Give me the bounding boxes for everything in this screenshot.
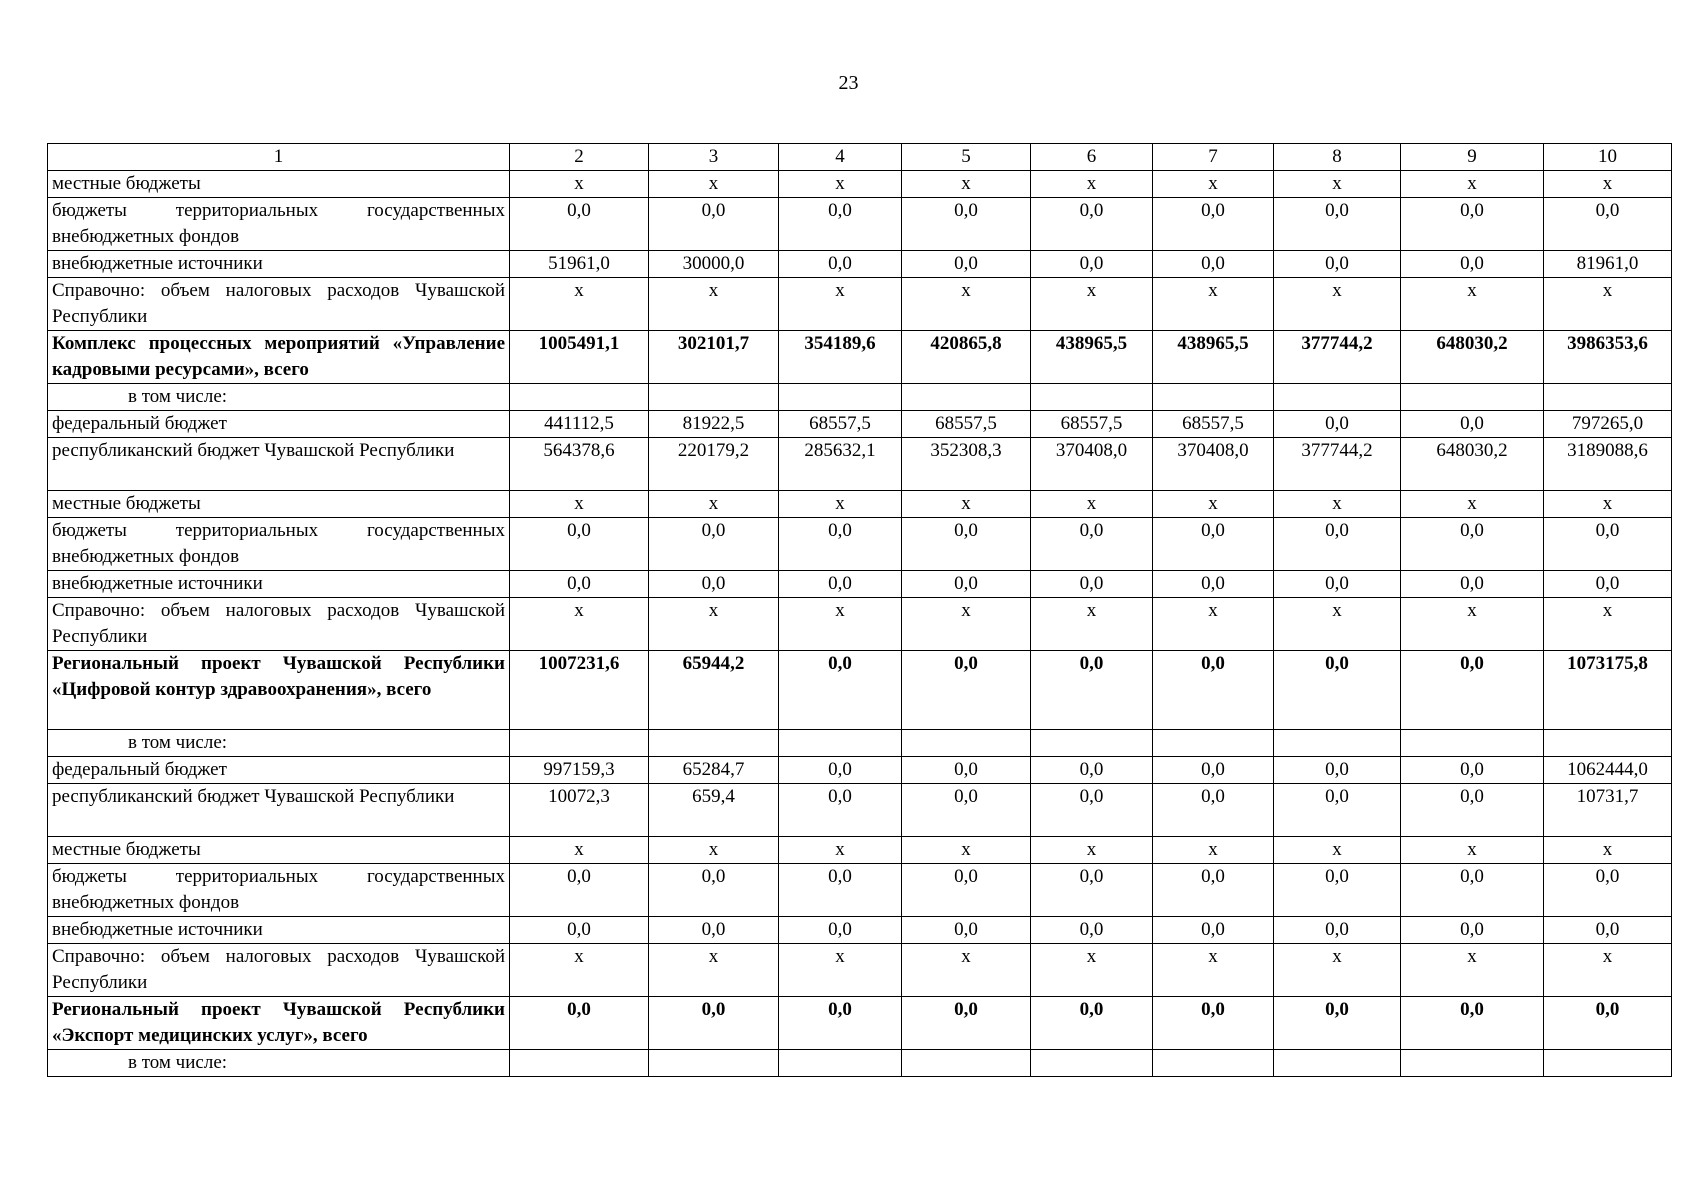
header-row	[48, 144, 1672, 171]
row-label: республиканский бюджет Чувашской Республики	[48, 438, 510, 491]
table-row	[48, 491, 1672, 518]
table-row	[48, 757, 1672, 784]
value-cell: 0,0	[1274, 251, 1401, 278]
value-cell	[1153, 730, 1274, 757]
header-cell: 5	[902, 144, 1031, 171]
value-cell: x	[902, 944, 1031, 997]
value-cell: 0,0	[510, 571, 649, 598]
value-cell: 68557,5	[1153, 411, 1274, 438]
table-row	[48, 598, 1672, 651]
value-cell: x	[902, 171, 1031, 198]
table-row	[48, 278, 1672, 331]
value-cell: x	[649, 598, 779, 651]
header-cell: 7	[1153, 144, 1274, 171]
value-cell: 1062444,0	[1544, 757, 1672, 784]
value-cell: 0,0	[1031, 251, 1153, 278]
value-cell: x	[1401, 598, 1544, 651]
value-cell: 0,0	[1274, 198, 1401, 251]
value-cell: x	[1401, 278, 1544, 331]
value-cell: 0,0	[1153, 571, 1274, 598]
value-cell: 0,0	[1274, 917, 1401, 944]
value-cell: 0,0	[779, 198, 902, 251]
value-cell: x	[1153, 278, 1274, 331]
table-row	[48, 997, 1672, 1050]
value-cell: 0,0	[1153, 997, 1274, 1050]
value-cell: 81961,0	[1544, 251, 1672, 278]
row-label: в том числе:	[48, 1050, 510, 1077]
value-cell: 0,0	[902, 198, 1031, 251]
value-cell: 0,0	[779, 651, 902, 730]
value-cell	[1031, 384, 1153, 411]
value-cell: 0,0	[1031, 757, 1153, 784]
value-cell: 68557,5	[779, 411, 902, 438]
value-cell: x	[902, 278, 1031, 331]
value-cell	[1401, 384, 1544, 411]
value-cell: 0,0	[902, 864, 1031, 917]
value-cell: 0,0	[1401, 571, 1544, 598]
value-cell: 0,0	[902, 757, 1031, 784]
value-cell: 438965,5	[1153, 331, 1274, 384]
value-cell: x	[902, 491, 1031, 518]
value-cell: 0,0	[902, 917, 1031, 944]
value-cell: x	[779, 278, 902, 331]
value-cell	[510, 384, 649, 411]
value-cell	[1274, 730, 1401, 757]
value-cell: 0,0	[510, 198, 649, 251]
value-cell: x	[1274, 598, 1401, 651]
value-cell: 0,0	[1401, 518, 1544, 571]
value-cell: 0,0	[1153, 651, 1274, 730]
value-cell: x	[1544, 491, 1672, 518]
value-cell: 0,0	[1153, 917, 1274, 944]
table-row	[48, 411, 1672, 438]
header-cell: 10	[1544, 144, 1672, 171]
value-cell: 0,0	[1544, 864, 1672, 917]
value-cell: x	[510, 278, 649, 331]
value-cell: 0,0	[649, 997, 779, 1050]
table-row	[48, 944, 1672, 997]
value-cell: 1007231,6	[510, 651, 649, 730]
value-cell: 0,0	[1153, 784, 1274, 837]
value-cell: 0,0	[649, 864, 779, 917]
row-label: бюджеты территориальных государственных внебюджетных фондов	[48, 518, 510, 571]
value-cell: x	[649, 278, 779, 331]
value-cell: 10072,3	[510, 784, 649, 837]
value-cell: 354189,6	[779, 331, 902, 384]
value-cell	[510, 1050, 649, 1077]
value-cell: x	[510, 837, 649, 864]
value-cell: 0,0	[649, 917, 779, 944]
value-cell: 0,0	[1274, 518, 1401, 571]
value-cell: 0,0	[1274, 651, 1401, 730]
value-cell: x	[1274, 837, 1401, 864]
value-cell: 0,0	[1031, 784, 1153, 837]
value-cell	[1274, 1050, 1401, 1077]
value-cell: 0,0	[1544, 518, 1672, 571]
value-cell	[1544, 384, 1672, 411]
row-label: федеральный бюджет	[48, 757, 510, 784]
value-cell: x	[1031, 598, 1153, 651]
value-cell: 0,0	[1274, 411, 1401, 438]
value-cell: 0,0	[649, 198, 779, 251]
row-label: Справочно: объем налоговых расходов Чувашской Республики	[48, 944, 510, 997]
value-cell: x	[779, 837, 902, 864]
value-cell: x	[1031, 944, 1153, 997]
value-cell	[1031, 730, 1153, 757]
row-label: республиканский бюджет Чувашской Республики	[48, 784, 510, 837]
value-cell: 0,0	[649, 518, 779, 571]
value-cell: x	[510, 944, 649, 997]
value-cell: 0,0	[779, 997, 902, 1050]
budget-table	[47, 143, 1672, 1077]
header-cell: 1	[48, 144, 510, 171]
value-cell: 0,0	[1401, 198, 1544, 251]
row-label: Справочно: объем налоговых расходов Чувашской Республики	[48, 598, 510, 651]
value-cell: 0,0	[779, 757, 902, 784]
value-cell: 51961,0	[510, 251, 649, 278]
value-cell: 0,0	[1153, 198, 1274, 251]
value-cell	[1544, 730, 1672, 757]
value-cell: 438965,5	[1031, 331, 1153, 384]
row-label: в том числе:	[48, 730, 510, 757]
value-cell: 0,0	[1401, 997, 1544, 1050]
table-row	[48, 171, 1672, 198]
value-cell: 65284,7	[649, 757, 779, 784]
value-cell: 0,0	[649, 571, 779, 598]
row-label: бюджеты территориальных государственных внебюджетных фондов	[48, 198, 510, 251]
value-cell: 0,0	[1153, 757, 1274, 784]
value-cell: 1073175,8	[1544, 651, 1672, 730]
value-cell: x	[1274, 491, 1401, 518]
header-cell: 6	[1031, 144, 1153, 171]
value-cell: 0,0	[902, 571, 1031, 598]
value-cell: x	[649, 837, 779, 864]
value-cell	[1031, 1050, 1153, 1077]
value-cell: x	[1153, 944, 1274, 997]
table-row	[48, 1050, 1672, 1077]
header-cell: 3	[649, 144, 779, 171]
value-cell: 377744,2	[1274, 438, 1401, 491]
value-cell	[779, 730, 902, 757]
value-cell: 0,0	[1544, 997, 1672, 1050]
value-cell	[649, 384, 779, 411]
table-row	[48, 864, 1672, 917]
value-cell	[902, 384, 1031, 411]
table-row	[48, 518, 1672, 571]
value-cell: 377744,2	[1274, 331, 1401, 384]
value-cell: 3986353,6	[1544, 331, 1672, 384]
value-cell: 3189088,6	[1544, 438, 1672, 491]
value-cell: x	[649, 171, 779, 198]
table-row	[48, 784, 1672, 837]
value-cell: x	[1153, 491, 1274, 518]
value-cell	[1401, 730, 1544, 757]
value-cell	[1153, 1050, 1274, 1077]
value-cell: 0,0	[510, 864, 649, 917]
value-cell: 0,0	[1401, 784, 1544, 837]
value-cell: 0,0	[1544, 198, 1672, 251]
page-number: 23	[838, 72, 859, 94]
table-row	[48, 837, 1672, 864]
value-cell: x	[1544, 598, 1672, 651]
value-cell: 564378,6	[510, 438, 649, 491]
value-cell: 0,0	[1401, 651, 1544, 730]
value-cell: 1005491,1	[510, 331, 649, 384]
value-cell: x	[1274, 944, 1401, 997]
header-cell: 9	[1401, 144, 1544, 171]
row-label: внебюджетные источники	[48, 251, 510, 278]
value-cell	[902, 730, 1031, 757]
value-cell	[1153, 384, 1274, 411]
value-cell	[779, 1050, 902, 1077]
value-cell: 0,0	[1544, 571, 1672, 598]
value-cell: x	[1031, 837, 1153, 864]
value-cell: 302101,7	[649, 331, 779, 384]
table-body	[48, 171, 1672, 1077]
table-row	[48, 917, 1672, 944]
value-cell: 0,0	[1153, 518, 1274, 571]
value-cell: x	[1544, 278, 1672, 331]
value-cell: 0,0	[1031, 651, 1153, 730]
value-cell: 441112,5	[510, 411, 649, 438]
value-cell: 10731,7	[1544, 784, 1672, 837]
value-cell: 0,0	[779, 864, 902, 917]
value-cell: 0,0	[1274, 757, 1401, 784]
value-cell: x	[779, 171, 902, 198]
value-cell: 30000,0	[649, 251, 779, 278]
value-cell: x	[510, 171, 649, 198]
value-cell: 370408,0	[1153, 438, 1274, 491]
value-cell: 0,0	[510, 917, 649, 944]
value-cell: x	[1031, 491, 1153, 518]
value-cell: 0,0	[1031, 571, 1153, 598]
value-cell	[649, 1050, 779, 1077]
value-cell	[902, 1050, 1031, 1077]
value-cell: 0,0	[1031, 997, 1153, 1050]
value-cell: 648030,2	[1401, 438, 1544, 491]
row-label: местные бюджеты	[48, 837, 510, 864]
value-cell: 797265,0	[1544, 411, 1672, 438]
header-cell: 2	[510, 144, 649, 171]
value-cell: 68557,5	[902, 411, 1031, 438]
value-cell: 0,0	[1274, 571, 1401, 598]
value-cell: 0,0	[1401, 411, 1544, 438]
value-cell: 0,0	[902, 251, 1031, 278]
value-cell: 65944,2	[649, 651, 779, 730]
value-cell: x	[1031, 278, 1153, 331]
row-label: Справочно: объем налоговых расходов Чувашской Республики	[48, 278, 510, 331]
value-cell: x	[1153, 598, 1274, 651]
value-cell: 0,0	[1401, 757, 1544, 784]
table-row	[48, 251, 1672, 278]
value-cell: 0,0	[1401, 251, 1544, 278]
value-cell: x	[1401, 837, 1544, 864]
value-cell: 0,0	[1031, 864, 1153, 917]
value-cell: 997159,3	[510, 757, 649, 784]
value-cell	[1544, 1050, 1672, 1077]
value-cell: 0,0	[779, 571, 902, 598]
value-cell: 420865,8	[902, 331, 1031, 384]
value-cell	[1401, 1050, 1544, 1077]
value-cell: x	[1544, 171, 1672, 198]
value-cell: x	[1401, 491, 1544, 518]
value-cell: 0,0	[1274, 864, 1401, 917]
value-cell: 0,0	[1031, 518, 1153, 571]
value-cell: x	[649, 491, 779, 518]
row-label: бюджеты территориальных государственных внебюджетных фондов	[48, 864, 510, 917]
value-cell: 659,4	[649, 784, 779, 837]
table-row	[48, 331, 1672, 384]
value-cell: x	[1153, 837, 1274, 864]
value-cell	[779, 384, 902, 411]
value-cell: 220179,2	[649, 438, 779, 491]
value-cell: x	[1153, 171, 1274, 198]
value-cell: x	[1031, 171, 1153, 198]
value-cell: x	[779, 598, 902, 651]
value-cell: x	[510, 491, 649, 518]
value-cell: 0,0	[1274, 784, 1401, 837]
value-cell	[649, 730, 779, 757]
row-label: местные бюджеты	[48, 171, 510, 198]
row-label: внебюджетные источники	[48, 917, 510, 944]
row-label: внебюджетные источники	[48, 571, 510, 598]
table-row	[48, 730, 1672, 757]
row-label: местные бюджеты	[48, 491, 510, 518]
value-cell: 0,0	[779, 518, 902, 571]
value-cell: x	[1544, 944, 1672, 997]
table-row	[48, 651, 1672, 730]
value-cell	[1274, 384, 1401, 411]
table-row	[48, 198, 1672, 251]
value-cell: 352308,3	[902, 438, 1031, 491]
value-cell: 648030,2	[1401, 331, 1544, 384]
value-cell: x	[902, 837, 1031, 864]
header-cell: 4	[779, 144, 902, 171]
value-cell: 81922,5	[649, 411, 779, 438]
value-cell: 285632,1	[779, 438, 902, 491]
header-cell: 8	[1274, 144, 1401, 171]
value-cell: 0,0	[902, 997, 1031, 1050]
value-cell: 0,0	[1544, 917, 1672, 944]
table-row	[48, 384, 1672, 411]
value-cell: 0,0	[1274, 997, 1401, 1050]
value-cell: 0,0	[510, 518, 649, 571]
value-cell: 68557,5	[1031, 411, 1153, 438]
row-label: Региональный проект Чувашской Республики «Экспорт медицинских услуг», всего	[48, 997, 510, 1050]
value-cell: 0,0	[1031, 917, 1153, 944]
value-cell: x	[779, 491, 902, 518]
value-cell	[510, 730, 649, 757]
table-row	[48, 571, 1672, 598]
value-cell: 370408,0	[1031, 438, 1153, 491]
value-cell: 0,0	[510, 997, 649, 1050]
value-cell: 0,0	[1031, 198, 1153, 251]
row-label: федеральный бюджет	[48, 411, 510, 438]
value-cell: x	[1401, 171, 1544, 198]
value-cell: 0,0	[902, 784, 1031, 837]
value-cell: 0,0	[1153, 864, 1274, 917]
table-row	[48, 438, 1672, 491]
value-cell: 0,0	[902, 518, 1031, 571]
value-cell: x	[1544, 837, 1672, 864]
value-cell: 0,0	[779, 917, 902, 944]
value-cell: x	[510, 598, 649, 651]
value-cell: x	[1401, 944, 1544, 997]
value-cell: x	[902, 598, 1031, 651]
value-cell: 0,0	[1401, 917, 1544, 944]
value-cell: 0,0	[1401, 864, 1544, 917]
value-cell: 0,0	[902, 651, 1031, 730]
value-cell: 0,0	[779, 784, 902, 837]
row-label: в том числе:	[48, 384, 510, 411]
row-label: Комплекс процессных мероприятий «Управление кадровыми ресурсами», всего	[48, 331, 510, 384]
row-label: Региональный проект Чувашской Республики «Цифровой контур здравоохранения», всего	[48, 651, 510, 730]
value-cell: x	[1274, 278, 1401, 331]
value-cell: 0,0	[779, 251, 902, 278]
value-cell: x	[779, 944, 902, 997]
value-cell: x	[649, 944, 779, 997]
value-cell: 0,0	[1153, 251, 1274, 278]
value-cell: x	[1274, 171, 1401, 198]
